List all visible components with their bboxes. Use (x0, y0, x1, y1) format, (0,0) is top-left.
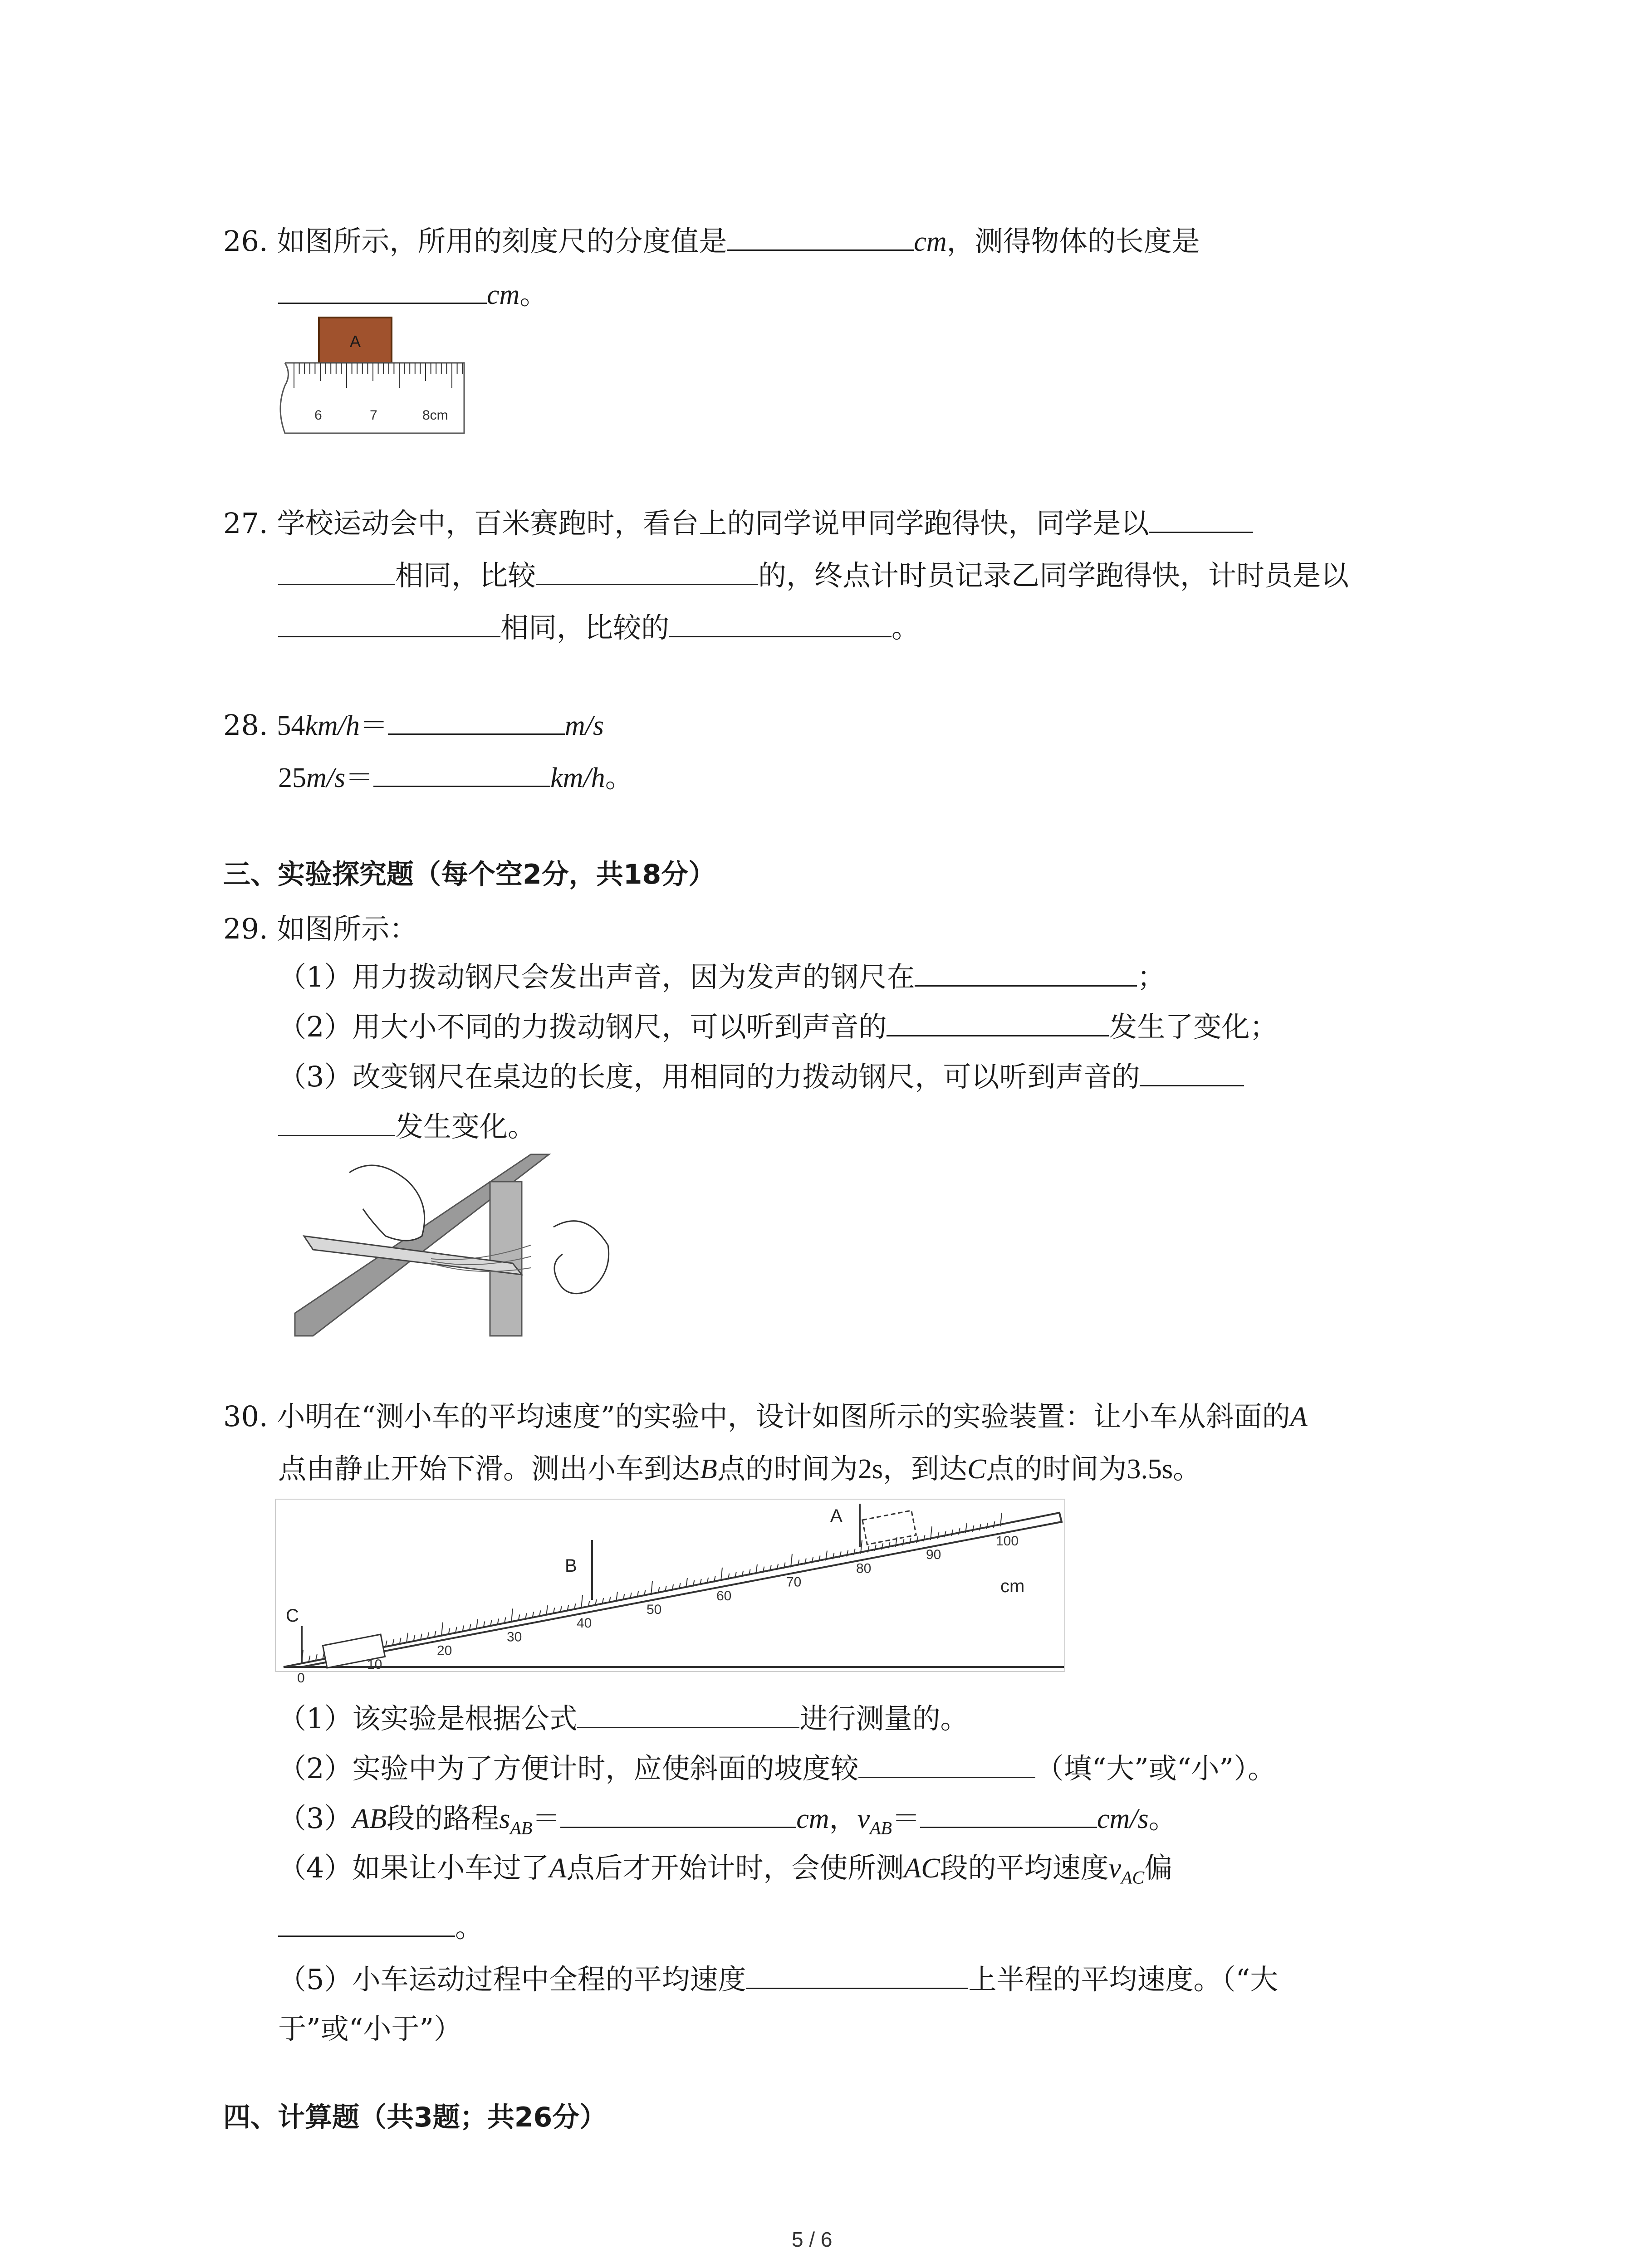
q27-line2: 相同，比较 的，终点计时员记录乙同学跑得快，计时员是以 (278, 556, 1349, 595)
incline-tick-label: 90 (926, 1547, 941, 1563)
q28-line2: 25m/s＝ km/h。 (278, 758, 633, 797)
incline-tick-label: 80 (856, 1561, 872, 1576)
hand-left (349, 1165, 425, 1241)
incline-tick (407, 1633, 408, 1643)
answer-blank[interactable] (669, 608, 892, 637)
incline-tick-label: 20 (437, 1643, 452, 1658)
point-c-label: C (286, 1606, 299, 1626)
q30-line2: 点由静止开始下滑。测出小车到达B点的时间为2s，到达C点的时间为3.5s。 (278, 1452, 1201, 1485)
q27-line1: 27. 学校运动会中，百米赛跑时，看台上的同学说甲同学跑得快，同学是以 (223, 503, 1253, 543)
q30-sub1: （1）该实验是根据公式 进行测量的。 (278, 1699, 968, 1738)
ruler-figure (274, 318, 473, 438)
q29-part2: （2）用大小不同的力拨动钢尺，可以听到声音的 发生了变化； (278, 1007, 1278, 1046)
section-4-title: 四、计算题（共3题；共26分） (223, 2102, 607, 2133)
answer-blank[interactable] (278, 556, 395, 585)
answer-blank[interactable] (920, 1799, 1097, 1828)
q30-sub2: （2）实验中为了方便计时，应使斜面的坡度较 （填“大”或“小”）。 (278, 1749, 1276, 1788)
q30-sub4: （4）如果让小车过了A点后才开始计时，会使所测AC段的平均速度$v_{AC}$偏 (278, 1851, 1173, 1888)
incline-tick-label: 0 (297, 1671, 305, 1686)
cart-at-a (862, 1510, 916, 1545)
q30-sub3: （3）AB段的路程$s_{AB}=$ cm，$v_{AB}= cm/s$。 (278, 1799, 1177, 1848)
q30-sub5: （5）小车运动过程中全程的平均速度 上半程的平均速度。（“大 (278, 1960, 1278, 1999)
incline-figure (274, 1495, 1073, 1686)
incline-tick (511, 1608, 513, 1622)
answer-blank[interactable] (746, 1960, 968, 1989)
question-number: 26. (223, 225, 268, 258)
unit-label: cm (1000, 1576, 1025, 1596)
q30-sub4-cont: 。 (278, 1907, 483, 1947)
ruler-table-figure (295, 1154, 626, 1340)
answer-blank[interactable] (858, 1749, 1035, 1778)
answer-blank[interactable] (887, 1007, 1109, 1036)
q29-part3-cont: 发生变化。 (278, 1107, 536, 1146)
answer-blank[interactable] (278, 1907, 455, 1937)
answer-blank[interactable] (1149, 503, 1253, 533)
hand-right (554, 1221, 609, 1294)
incline-tick-label: 30 (507, 1629, 522, 1645)
incline-tick (581, 1595, 583, 1608)
table-leg (490, 1182, 522, 1336)
answer-blank[interactable] (388, 705, 565, 735)
point-a-label: A (830, 1506, 843, 1526)
answer-blank[interactable] (278, 1107, 395, 1136)
section-3-title: 三、实验探究题（每个空2分，共18分） (223, 859, 716, 890)
question-number: 28. (223, 709, 268, 742)
answer-blank[interactable] (536, 556, 758, 585)
page-number: 5 / 6 (792, 2228, 833, 2251)
tick-label: 6 (314, 408, 322, 423)
q26-line2: cm。 (278, 274, 548, 314)
q30-sub5-cont: 于”或“小于”） (278, 2012, 462, 2045)
q29-part1: （1）用力拨动钢尺会发出声音，因为发声的钢尺在 ； (278, 957, 1165, 997)
q30-line1: 30. 小明在“测小车的平均速度”的实验中，设计如图所示的实验装置：让小车从斜面的A (223, 1400, 1308, 1433)
question-number: 30. (223, 1400, 268, 1433)
question-number: 29. (223, 912, 268, 945)
incline-tick-label: 50 (647, 1602, 662, 1617)
answer-blank[interactable] (727, 221, 914, 251)
answer-blank[interactable] (560, 1799, 796, 1828)
tick-label: 7 (370, 408, 377, 423)
point-b-label: B (565, 1556, 577, 1576)
incline-tick (441, 1623, 443, 1636)
incline-tick-label: 40 (577, 1616, 592, 1631)
question-number: 27. (223, 507, 268, 540)
incline-tick-label: 60 (716, 1588, 732, 1603)
answer-blank[interactable] (278, 274, 487, 304)
q27-line3: 相同，比较的 。 (278, 608, 920, 647)
incline-tick-label: 10 (367, 1657, 382, 1672)
block-label: A (349, 332, 361, 351)
tick-label: 8cm (422, 408, 448, 423)
q29-intro: 29. 如图所示： (223, 912, 418, 945)
incline-tick-label: 100 (996, 1534, 1019, 1549)
q29-part3: （3）改变钢尺在桌边的长度，用相同的力拨动钢尺，可以听到声音的 (278, 1057, 1244, 1096)
q28-line1: 28. 54km/h＝ m/s (223, 705, 604, 745)
answer-blank[interactable] (373, 758, 550, 787)
answer-blank[interactable] (278, 608, 500, 637)
answer-blank[interactable] (915, 957, 1137, 987)
answer-blank[interactable] (1140, 1057, 1244, 1086)
q26-line1: 26. 如图所示，所用的刻度尺的分度值是 cm，测得物体的长度是 (223, 221, 1200, 261)
answer-blank[interactable] (577, 1699, 799, 1728)
incline-tick-label: 70 (786, 1574, 802, 1590)
